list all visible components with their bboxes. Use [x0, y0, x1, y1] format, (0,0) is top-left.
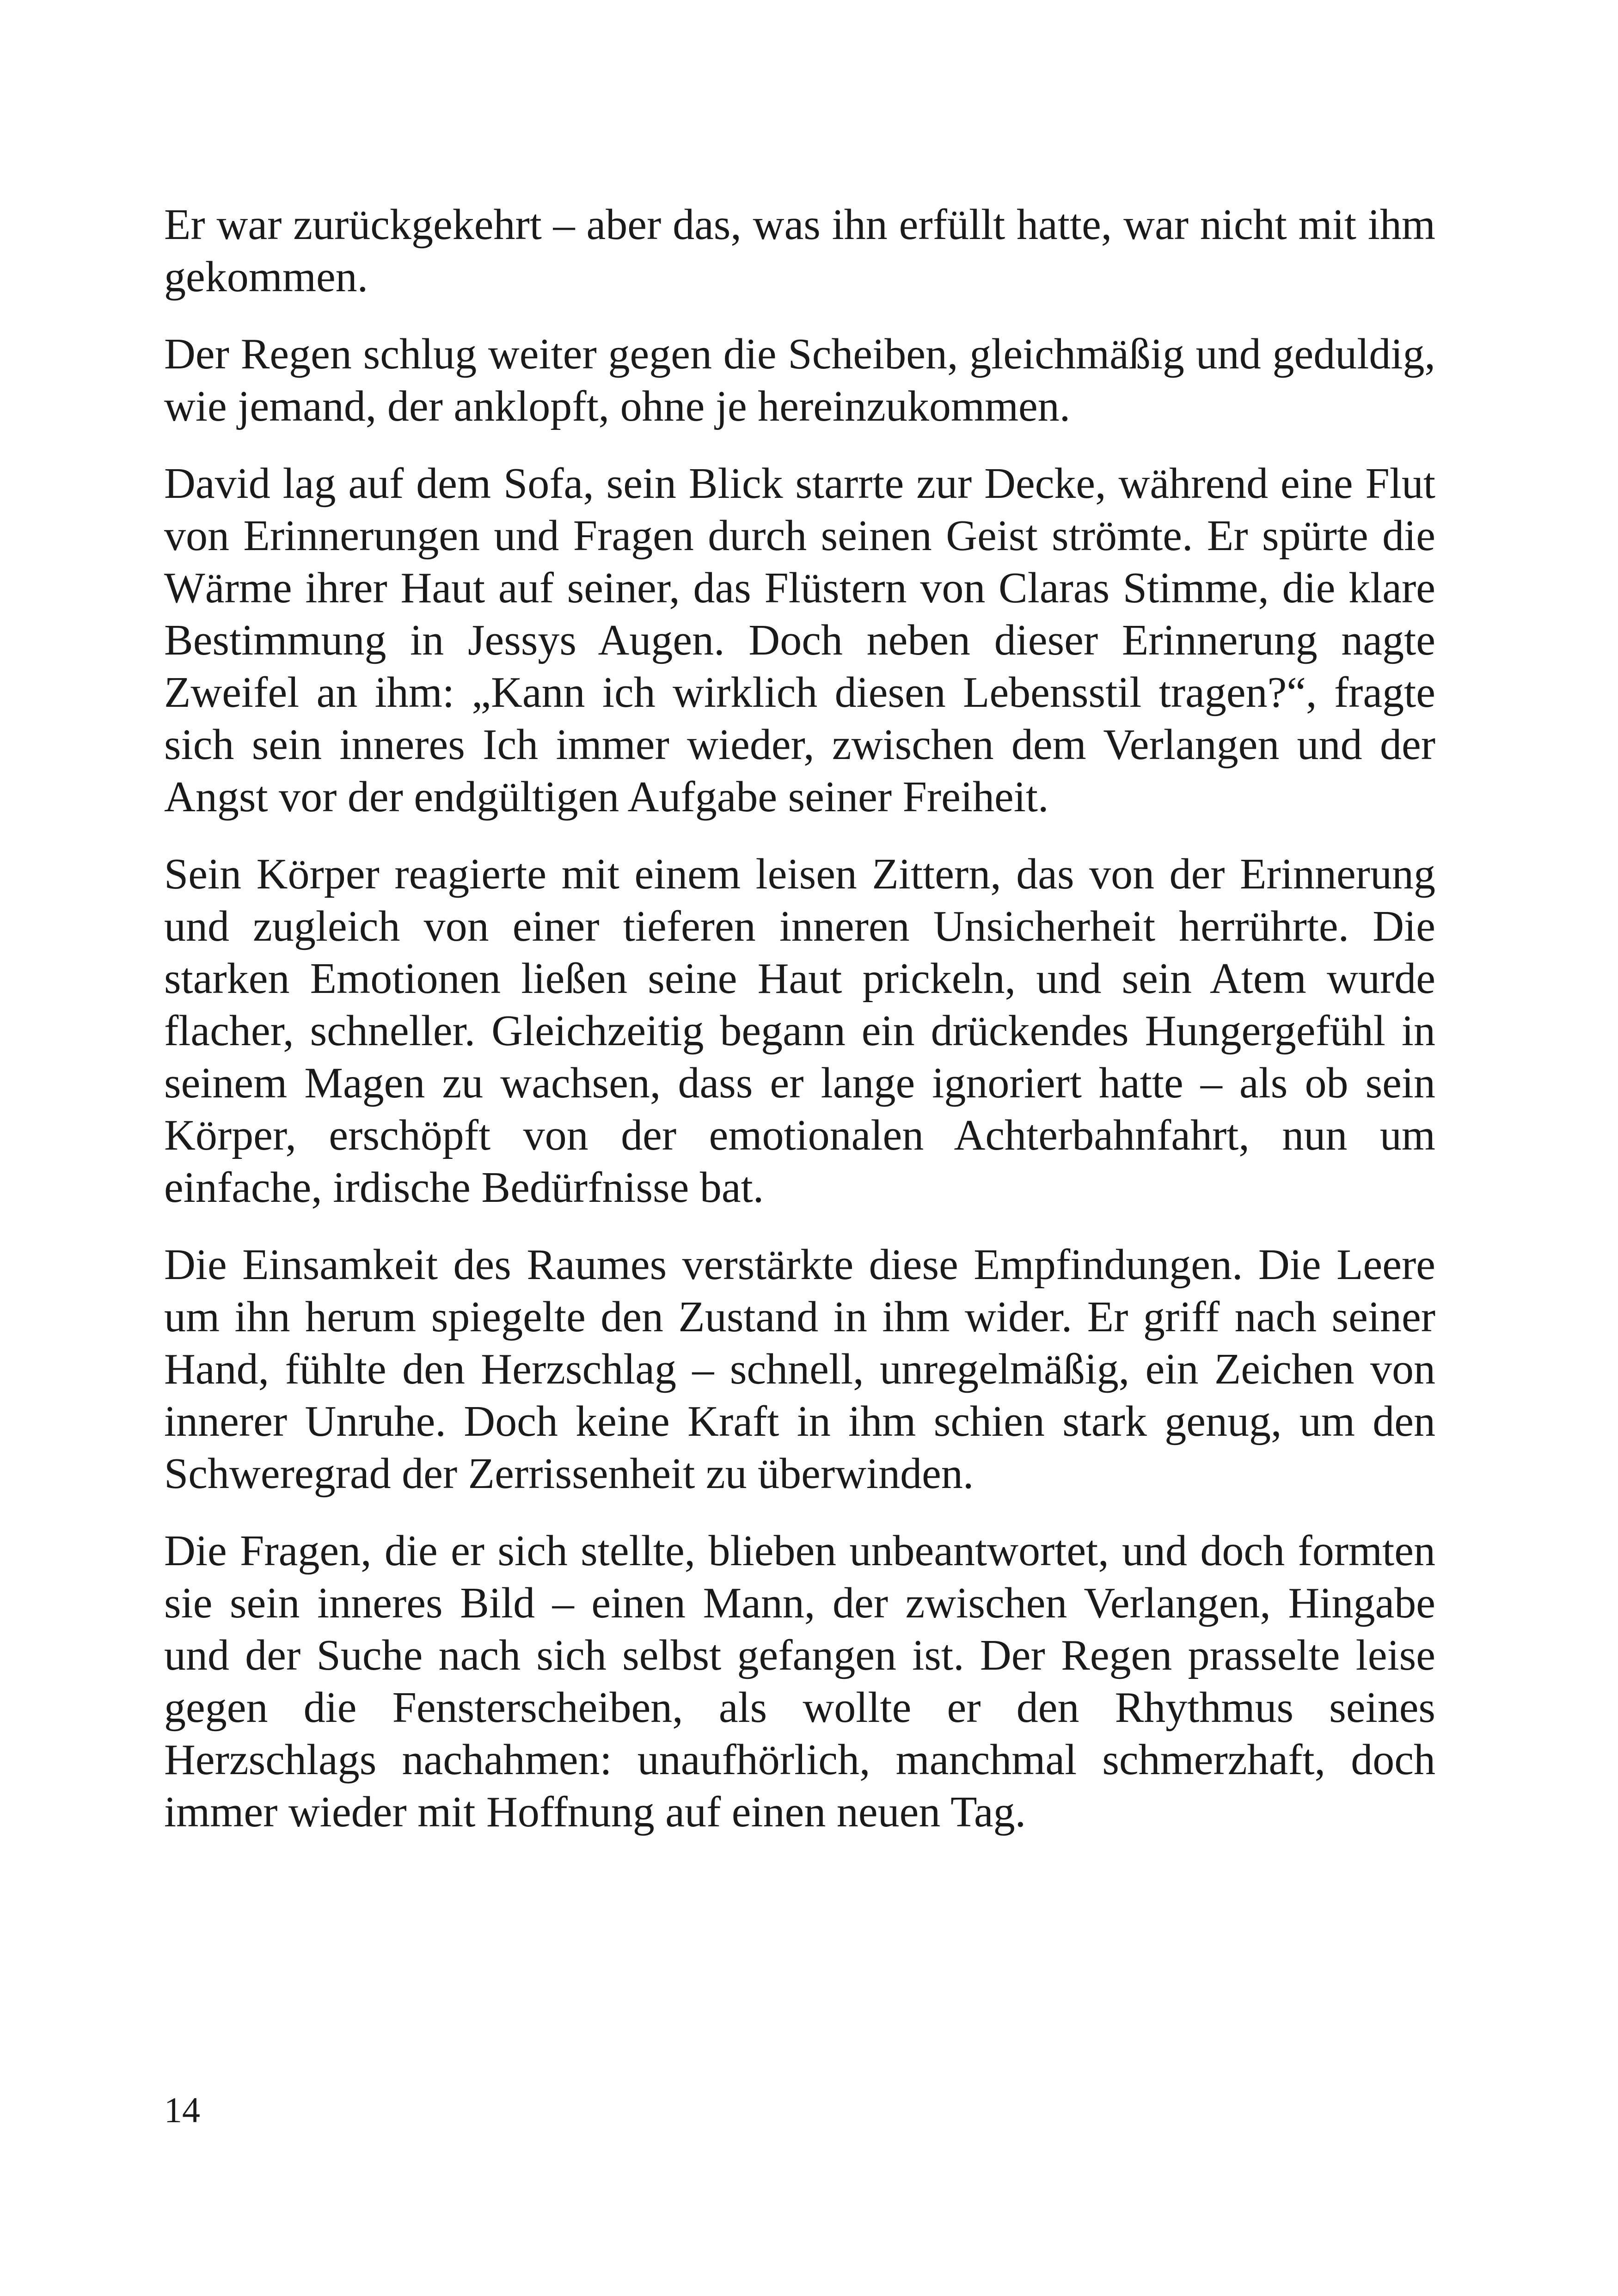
paragraph-3: David lag auf dem Sofa, sein Blick starrte zur Decke, während eine Flut von Erinnerungen und Fragen durch seinen Geist strömte. Er spürte die Wärme ihrer Haut auf seiner, das Flüstern von Claras Stimme, die klare Bestimmung in Jessys Augen. Doch neben dieser Erinnerung nagte Zweifel an ihm: „Kann ich wirklich diesen Lebensstil tragen?“, fragte sich sein inneres Ich immer wieder, zwischen dem Verlangen und der Angst vor der endgültigen Aufgabe seiner Freiheit.: [164, 459, 1435, 821]
paragraph-2: Der Regen schlug weiter gegen die Scheiben, gleichmäßig und geduldig, wie jemand, der anklopft, ohne je hereinzukommen.: [164, 330, 1435, 430]
page-number: 14: [164, 2090, 200, 2130]
paragraph-1: Er war zurückgekehrt – aber das, was ihn erfüllt hatte, war nicht mit ihm gekommen.: [164, 201, 1435, 301]
paragraph-4: Sein Körper reagierte mit einem leisen Zittern, das von der Erinnerung und zugleich von einer tieferen inneren Unsicherheit herrührte. Die starken Emotionen ließen seine Haut prickeln, und sein Atem wurde flacher, schneller. Gleichzeitig begann ein drückendes Hungergefühl in seinem Magen zu wachsen, dass er lange ignoriert hatte – als ob sein Körper, erschöpft von der emotionalen Achterbahnfahrt, nun um einfache, irdische Bedürfnisse bat.: [164, 850, 1435, 1212]
paragraph-5: Die Einsamkeit des Raumes verstärkte diese Empfindungen. Die Leere um ihn herum spiegelte den Zustand in ihm wider. Er griff nach seiner Hand, fühlte den Herzschlag – schnell, unregelmäßig, ein Zeichen von innerer Unruhe. Doch keine Kraft in ihm schien stark genug, um den Schweregrad der Zerrissenheit zu überwinden.: [164, 1241, 1435, 1498]
body-text: [164, 199, 1435, 1838]
paragraph-6: Die Fragen, die er sich stellte, blieben unbeantwortet, und doch formten sie sein inneres Bild – einen Mann, der zwischen Verlangen, Hingabe und der Suche nach sich selbst gefangen ist. Der Regen prasselte leise gegen die Fensterscheiben, als wollte er den Rhythmus seines Herzschlags nachahmen: unaufhörlich, manchmal schmerzhaft, doch immer wieder mit Hoffnung auf einen neuen Tag.: [164, 1527, 1435, 1836]
